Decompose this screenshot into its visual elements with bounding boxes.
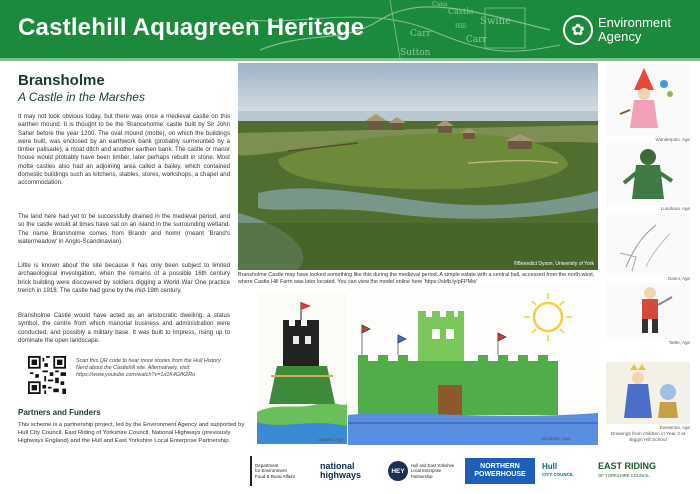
- hey-mark: HEY: [388, 461, 408, 481]
- photo-caption: Bransholme Castle may have looked something like this during the medieval period. A simple estate with a central hall, accessed from the north-west, where Castle Hill Farm was later located. You can view the model online here 'https://skfb.ly/pFPMw': [238, 272, 595, 286]
- logo-line: POWERHOUSE: [474, 471, 526, 478]
- logo-line: Food & Rural Affairs: [255, 473, 296, 479]
- royal-drawing: [606, 362, 690, 424]
- logo-line: national: [320, 461, 355, 471]
- thumbnail-label: Lunahara. Age: [660, 206, 690, 211]
- photo-credit: ©Benedict Dyson, University of York: [513, 261, 594, 267]
- logo-line: highways: [320, 470, 362, 480]
- map-word: Carr: [410, 29, 431, 39]
- castle-scene-drawing: [348, 285, 598, 445]
- drawing-label: Elizabeth, Age: [541, 436, 570, 441]
- child-drawing-thumbnail: [606, 283, 690, 345]
- thumbnail-label: Wonderpolo. Age: [655, 137, 690, 142]
- body-paragraph: Little is known about the site because it has only been subject to limited archaeological investigation, when the remains of a possible 16th century brick building were discovered by soldiers digging a World War One practice trench in 1918. The castle had gone by the mid-19th century.: [18, 262, 230, 294]
- child-drawing-thumbnail: [606, 362, 690, 430]
- map-word: Carr: [466, 35, 487, 45]
- map-word: Castle: [448, 7, 474, 16]
- sketch-drawing: [606, 213, 690, 275]
- logo-line: for Environment: [255, 468, 287, 474]
- page-title: Castlehill Aquagreen Heritage: [18, 14, 365, 41]
- castle-reconstruction-photo: [238, 63, 598, 270]
- logo-line: Department: [255, 463, 279, 469]
- body-paragraph: The land here had yet to be successfully drained in the medieval period, and so the castle would at times have sat on an island in the surrounding wetland. The name Bransholme comes from Brandr and holmr (meant 'Brand's watermeadow' in Anglo-Scandinavian).: [18, 213, 230, 245]
- logo-line: OF YORKSHIRE COUNCIL: [598, 473, 650, 478]
- header-banner: [0, 0, 700, 58]
- environment-agency-logo: [563, 10, 693, 50]
- tower-drawing: [257, 292, 347, 444]
- logo-line: Hull and East Yorkshire Local Enterprise Partnership: [411, 462, 455, 479]
- partners-text: This scheme is a partnership project, led by the Environment Agency and supported by Hull City Council, East Riding of Yorkshire Council, National Highways (previously Highways England) and the Hull and East Yorkshire Local Enterprise Partnership.: [18, 422, 245, 444]
- photo-illustration: [238, 63, 598, 270]
- thumbnail-label: Tartle, Age: [668, 340, 690, 345]
- defra-logo: [250, 456, 310, 486]
- site-subtitle: A Castle in the Marshes: [18, 90, 145, 104]
- national-highways-logo: [320, 456, 380, 486]
- thumbnail-label: Eveserina, Age: [659, 425, 690, 430]
- logo-line: Environment: [598, 15, 671, 30]
- east-riding-logo: [598, 456, 695, 486]
- map-word: Hill: [455, 23, 466, 30]
- knight-drawing: [606, 143, 690, 205]
- qr-instructions: Scan this QR code to hear more stories from the Hull History Nerd about the Castlehill site. Alternatively, visit: https://www.youtube.com/watch?v=1d1K4GfK2Ro: [76, 358, 221, 378]
- child-drawing-thumbnail: [606, 64, 690, 142]
- header-divider: [0, 58, 700, 61]
- logo-line: EAST RIDING: [598, 461, 657, 471]
- map-word: Cana: [432, 1, 448, 8]
- hull-city-council-logo: [542, 456, 592, 486]
- hey-lep-logo: [388, 456, 458, 486]
- leaf-icon: ✿: [563, 15, 593, 45]
- drawings-credit: Drawings from children in Year 3 at Biggin Hill School: [610, 432, 686, 443]
- partners-heading: Partners and Funders: [18, 408, 101, 417]
- site-heading: [18, 72, 230, 104]
- wizard-drawing: [606, 64, 690, 136]
- logo-line: Agency: [598, 29, 642, 44]
- drawing-label: Jayden, Age: [318, 437, 343, 442]
- site-title: Bransholme: [18, 72, 105, 89]
- partner-logos: [250, 456, 695, 488]
- logo-text: [598, 16, 671, 44]
- body-paragraph: It may not look obvious today, but there was once a medieval castle on this earthen mound. It is thought to be the 'Branceholme' castle built by Sir John Saher before the year 1200. The oval mound (motte), on which the buildings were built, was enclosed by an earthwork bank (probably surmounted by a timber palisade), a moat ditch and another earthen bank. The castle or manor house would probably have been timber, later perhaps rebuilt in stone. Most motte castles also had an adjoining area called a bailey, which contained domestic buildings such as kitchens, stables, stores, workshops, a chapel and accommodation.: [18, 113, 230, 187]
- thumbnail-label: Danni, Age: [667, 276, 690, 281]
- child-drawing-thumbnail: [606, 213, 690, 281]
- logo-line: NORTHERN: [480, 463, 520, 470]
- logo-line: CITY COUNCIL: [542, 472, 574, 477]
- figure-drawing: [606, 283, 690, 339]
- qr-code[interactable]: [28, 356, 66, 394]
- child-drawing-castle-scene: [348, 285, 598, 445]
- northern-powerhouse-logo: [465, 458, 535, 484]
- logo-line: Hull: [542, 462, 558, 471]
- map-word: Swine: [480, 16, 511, 27]
- child-drawing-thumbnail: [606, 143, 690, 211]
- body-paragraph: Bransholme Castle would have acted as an aristocratic dwelling, a status symbol, the centre from which manorial business and administration were conducted, and possibly a military base. It was built to impress, rising up to dominate the open landscape.: [18, 312, 230, 344]
- child-drawing-castle-tower: [257, 292, 347, 444]
- map-word: Sutton: [400, 48, 431, 58]
